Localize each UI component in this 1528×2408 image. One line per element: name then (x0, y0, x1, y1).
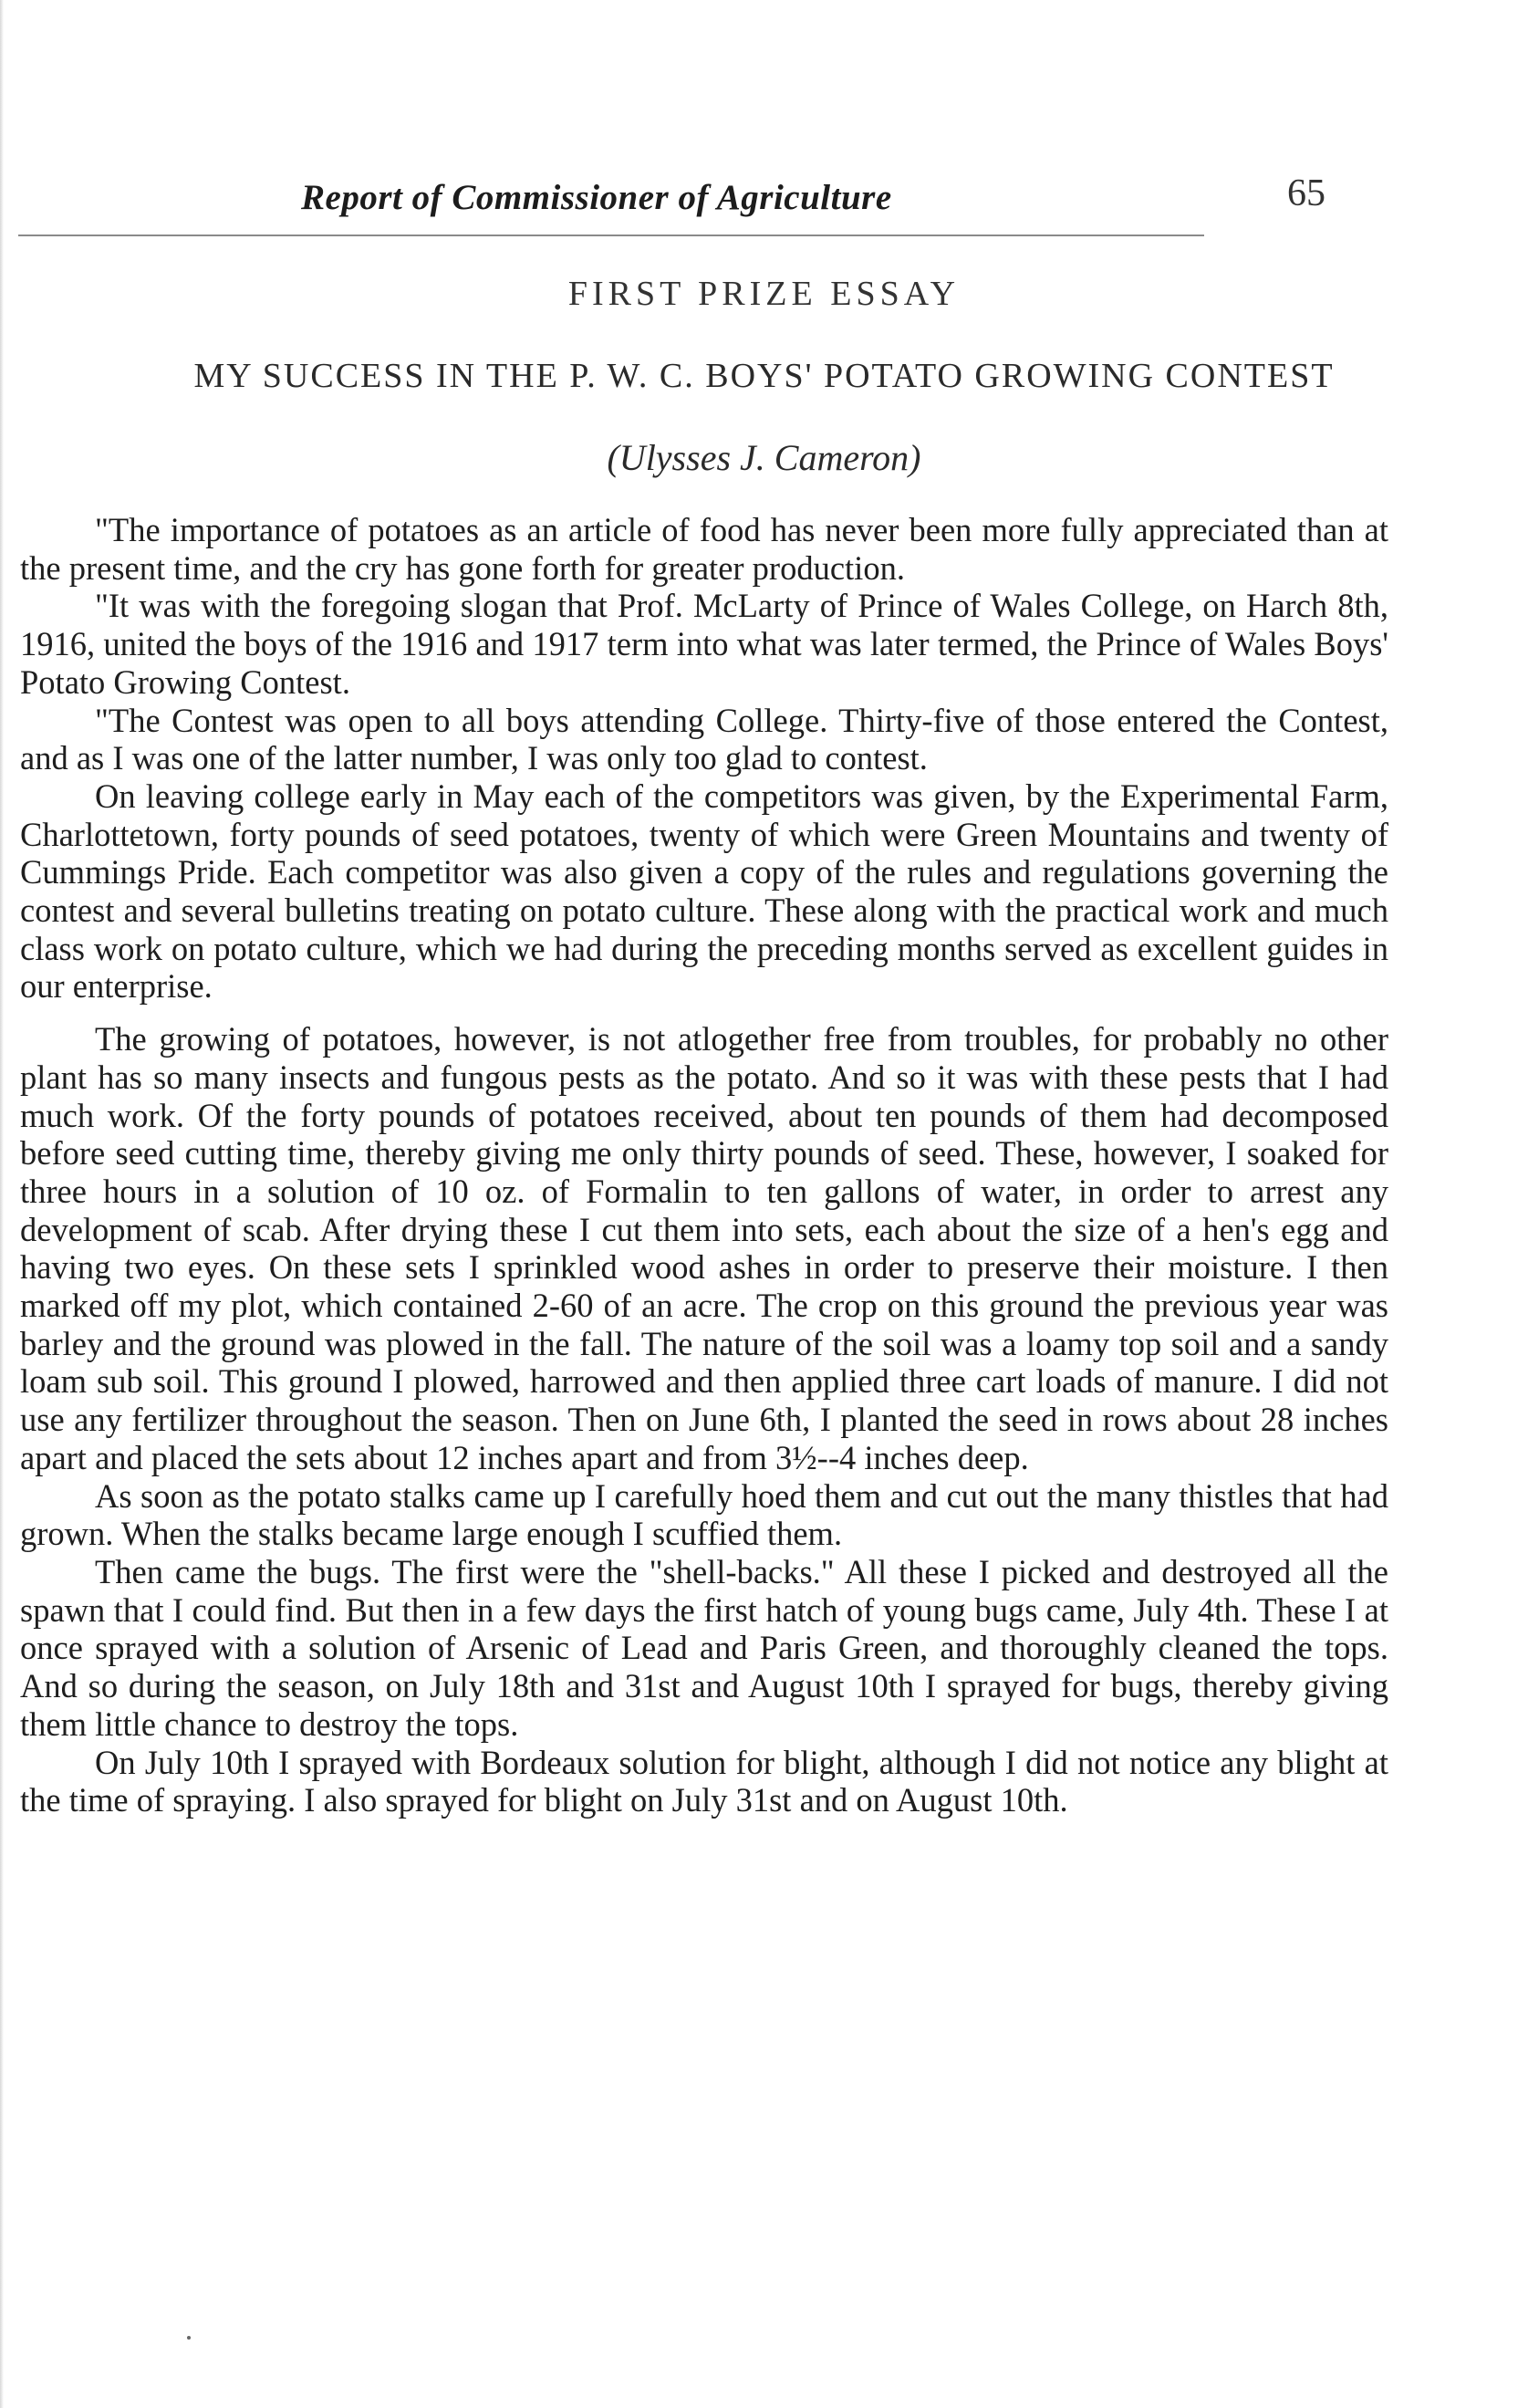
paragraph: On leaving college early in May each of the competitors was given, by the Experimental Farm, Charlottetown, forty pounds of seed potatoes, twenty of which were Green Mountains and twenty of Cummings Pride. Each competitor was also given a copy of the rules and regulations governing the contest and several bulletins treating on potato culture. These along with the practical work and much class work on potato culture, which we had during the preceding months served as excellent guides in our enterprise. (20, 777, 1388, 1006)
paragraph: "It was with the foregoing slogan that Prof. McLarty of Prince of Wales College, on Harch 8th, 1916, united the boys of the 1916 and 1917 term into what was later termed, the Prince of Wales Boys' Potato Growing Contest. (20, 587, 1388, 701)
paragraph: The growing of potatoes, however, is not atlogether free from troubles, for probably no other plant has so many insects and fungous pests as the potato. And so it was with these pests that I had much work. Of the forty pounds of potatoes received, about ten pounds of them had decomposed before seed cutting time, thereby giving me only thirty pounds of seed. These, however, I soaked for three hours in a solution of 10 oz. of Formalin to ten gallons of water, in order to arrest any development of scab. After drying these I cut them into sets, each about the size of a hen's egg and having two eyes. On these sets I sprinkled wood ashes in order to preserve their moisture. I then marked off my plot, which contained 2-60 of an acre. The crop on this ground the previous year was barley and the ground was plowed in the fall. The nature of the soil was a loamy top soil and a sandy loam sub soil. This ground I plowed, harrowed and then applied three cart loads of manure. I did not use any fertilizer throughout the season. Then on June 6th, I planted the seed in rows about 28 inches apart and placed the sets about 12 inches apart and from 3½--4 inches deep. (20, 1020, 1388, 1476)
paragraph: "The Contest was open to all boys attending College. Thirty-five of those entered the Contest, and as I was one of the latter number, I was only too glad to contest. (20, 701, 1388, 777)
essay-heading: FIRST PRIZE ESSAY (567, 275, 961, 313)
paragraph: As soon as the potato stalks came up I carefully hoed them and cut out the many thistles that had grown. When the stalks became large enough I scuffied them. (20, 1476, 1388, 1553)
paragraph: On July 10th I sprayed with Bordeaux solution for blight, although I did not notice any blight at the time of spraying. I also sprayed for blight on July 31st and on August 10th. (20, 1743, 1388, 1819)
paragraph: Then came the bugs. The first were the "shell-backs." All these I picked and destroyed all the spawn that I could find. But then in a few days the first hatch of young bugs came, July 4th. These I at once sprayed with a solution of Arsenic of Lead and Paris Green, and thoroughly cleaned the tops. And so during the season, on July 18th and 31st and August 10th I sprayed for bugs, thereby giving them little chance to destroy the tops. (20, 1552, 1388, 1743)
essay-body (20, 511, 1388, 1819)
essay-title: MY SUCCESS IN THE P. W. C. BOYS' POTATO GROWING CONTEST (193, 357, 1335, 395)
header-rule (18, 235, 1204, 236)
running-title: Report of Commissioner of Agriculture (301, 178, 892, 217)
page-number: 65 (1287, 172, 1325, 214)
paragraph: "The importance of potatoes as an article of food has never been more fully appreciated than at the present time, and the cry has gone forth for greater production. (20, 511, 1388, 587)
print-speck (187, 2336, 191, 2340)
author-line: (Ulysses J. Cameron) (607, 437, 921, 478)
